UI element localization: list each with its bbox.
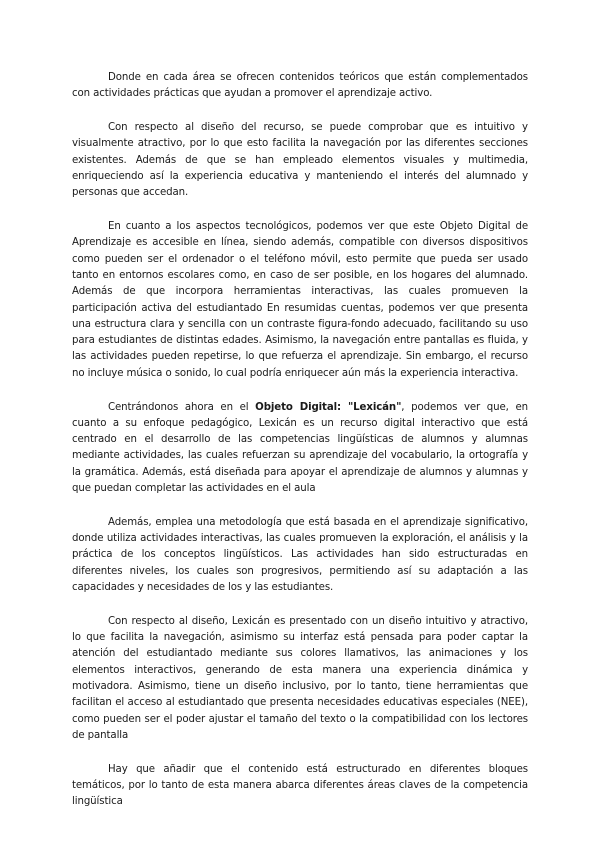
document-page bbox=[72, 70, 528, 828]
paragraph-3: En cuanto a los aspectos tecnológicos, podemos ver que este Objeto Digital de Aprendizaje es accesible en línea, siendo además, compatible con diversos dispositivos como pueden ser el ordenador o el teléfono móvil, esto permite que pueda ser usado tanto en entornos escolares como, en caso de ser posible, en los hogares del alumnado. Además de que incorpora herramientas interactivas, las cuales promueven la participación activa del estudiantado En resumidas cuentas, podemos ver que presenta una estructura clara y sencilla con un contraste figura-fondo adecuado, facilitando su uso para estudiantes de distintas edades. Asimismo, la navegación entre pantallas es fluida, y las actividades pueden repetirse, lo que refuerza el aprendizaje. Sin embargo, el recurso no incluye música o sonido, lo cual podría enriquecer aún más la experiencia interactiva. bbox=[72, 221, 528, 379]
object-title: Objeto Digital: "Lexicán" bbox=[255, 401, 402, 413]
paragraph-4-body: , podemos ver que, en cuanto a su enfoque pedagógico, Lexicán es un recurso digital interactivo que está centrado en el desarrollo de las competencias lingüísticas de alumnos y alumnas mediante actividades, las cuales refuerzan su aprendizaje del vocabulario, la ortografía y la gramática. Además, está diseñada para apoyar el aprendizaje de alumnos y alumnas y que puedan completar las actividades en el aula bbox=[72, 401, 529, 495]
paragraph-2: Con respecto al diseño del recurso, se puede comprobar que es intuitivo y visualmente atractivo, por lo que esto facilita la navegación por las diferentes secciones existentes. Además de que se han empleado elementos visuales y multimedia, enriqueciendo así la experiencia educativa y manteniendo el interés del alumnado y personas que accedan. bbox=[72, 122, 528, 199]
paragraph-5: Además, emplea una metodología que está basada en el aprendizaje significativo, donde utiliza actividades interactivas, las cuales promueven la exploración, el análisis y la práctica de los conceptos lingüísticos. Las actividades han sido estructuradas en diferentes niveles, los cuales son progresivos, permitiendo así su adaptación a las capacidades y necesidades de los y las estudiantes. bbox=[72, 516, 528, 594]
paragraph-6: Con respecto al diseño, Lexicán es presentado con un diseño intuitivo y atractivo, lo que facilita la navegación, asimismo su interfaz está pensada para poder captar la atención del estudiantado mediante sus colores llamativos, las animaciones y los elementos interactivos, generando de esta manera una experiencia dinámica y motivadora. Asimismo, tiene un diseño inclusivo, por lo tanto, tiene herramientas que facilitan el acceso al estudiantado que presenta necesidades educativas especiales (NEE), como pueden ser el poder ajustar el tamaño del texto o la compatibilidad con los lectores de pantalla bbox=[72, 615, 528, 741]
paragraph-4 bbox=[72, 400, 528, 498]
paragraph-1: Donde en cada área se ofrecen contenidos teóricos que están complementados con actividades prácticas que ayudan a promover el aprendizaje activo. bbox=[72, 72, 528, 100]
paragraph-4-intro: Centrándonos ahora en el bbox=[108, 401, 256, 413]
paragraph-7: Hay que añadir que el contenido está estructurado en diferentes bloques temáticos, por lo tanto de esta manera abarca diferentes áreas claves de la competencia lingüística bbox=[72, 763, 528, 808]
